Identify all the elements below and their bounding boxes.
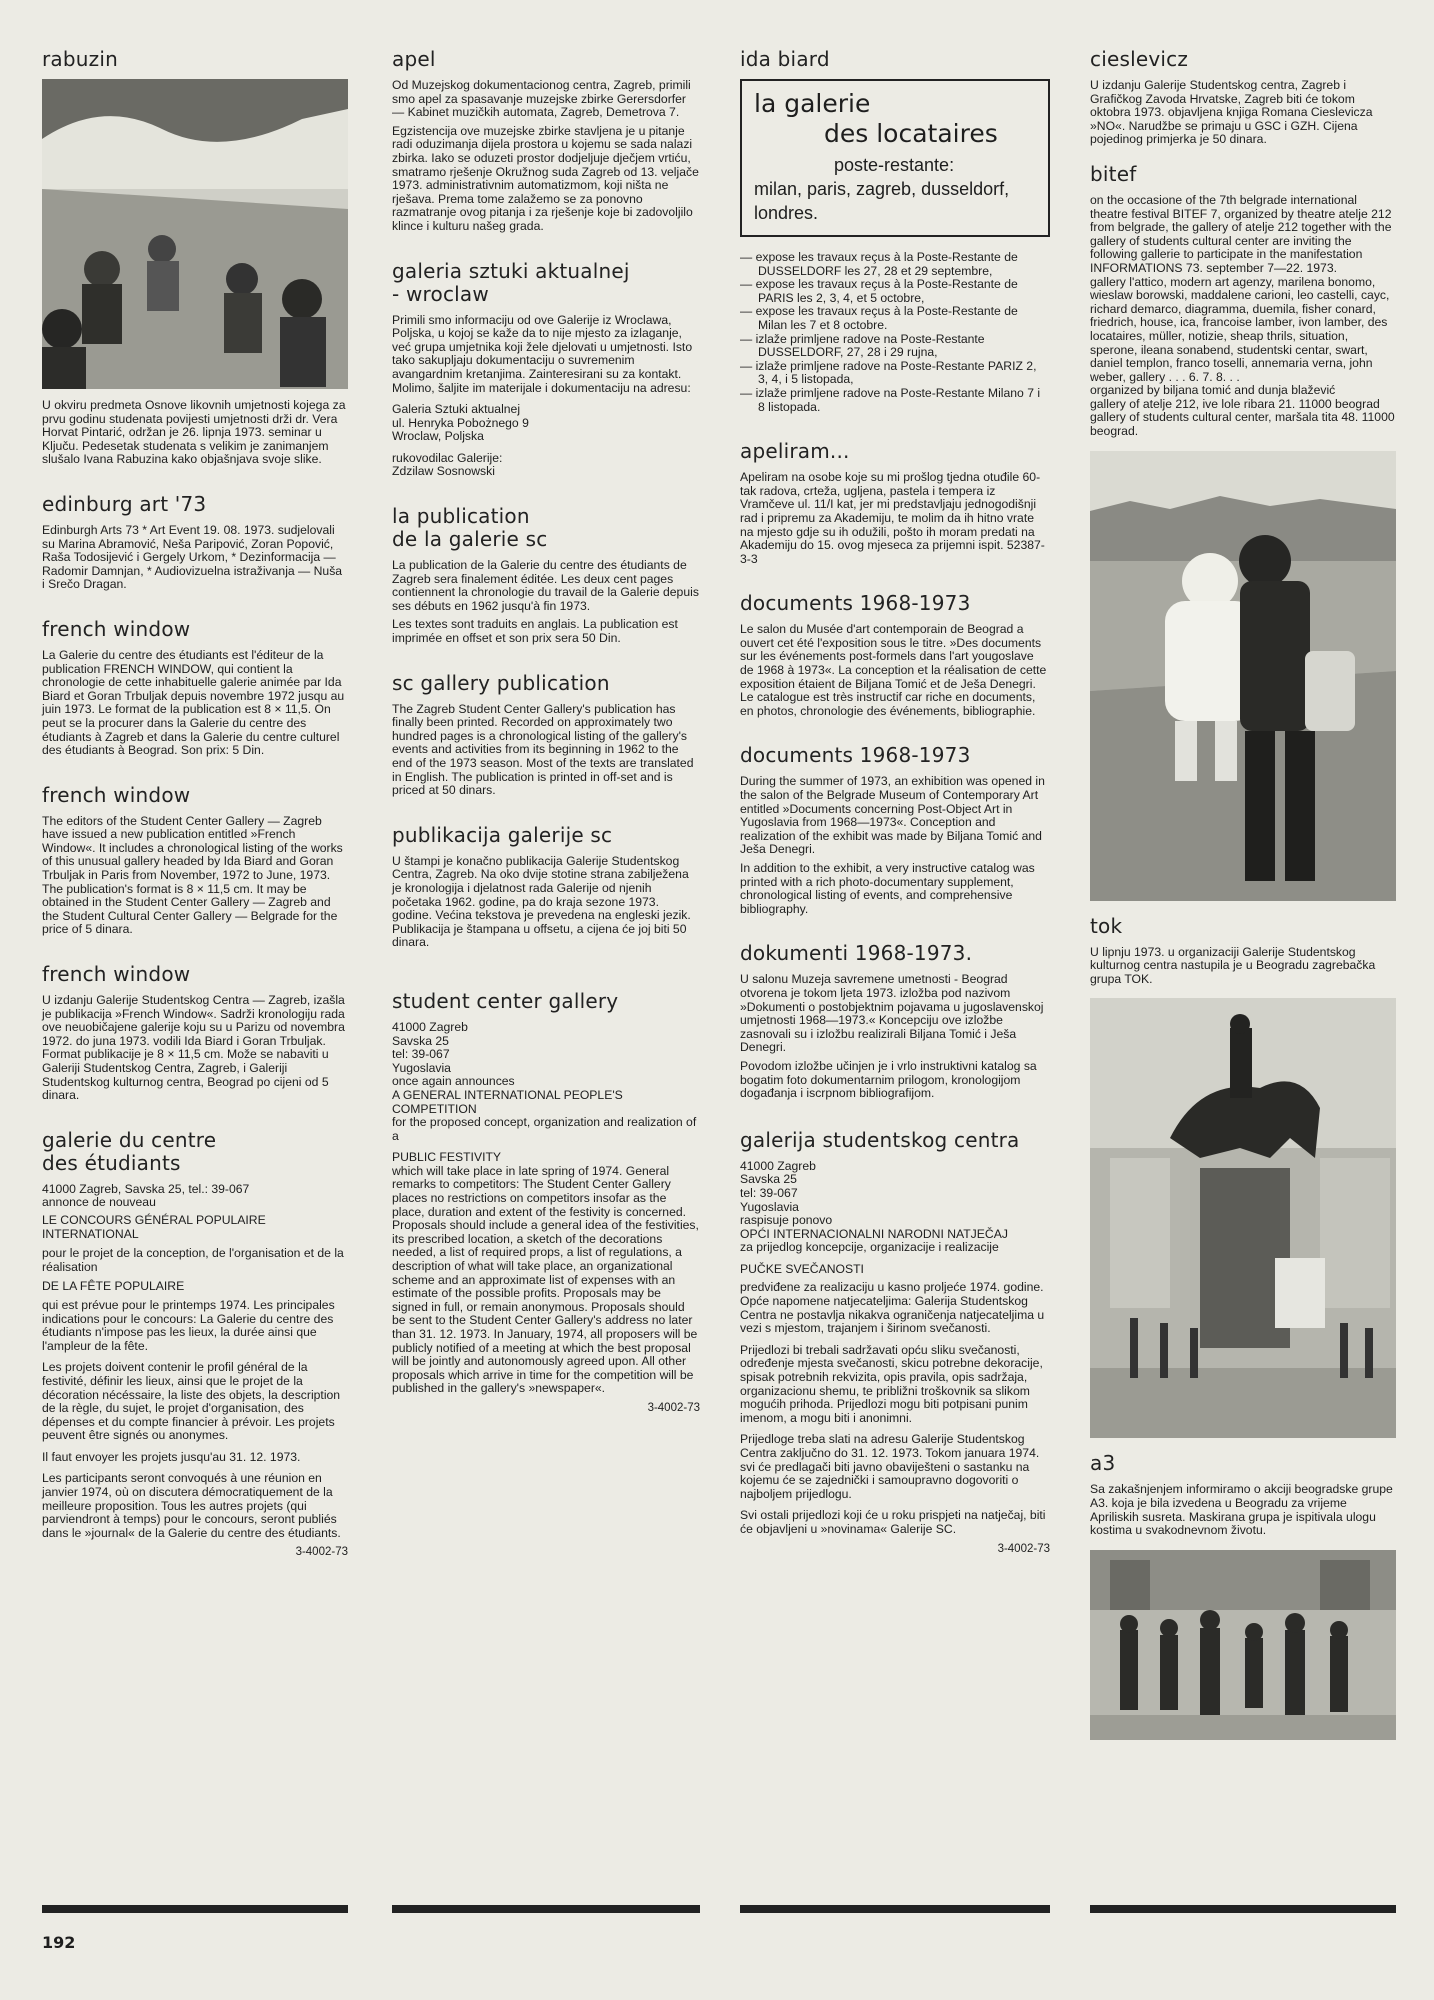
column-3 [740,48,1050,1581]
article-french-window-hr [42,963,348,1103]
paragraph: The Zagreb Student Center Gallery's publication has finally been printed. Recorded on approximately two hundred pages is a chronological listing of the gallery's events and activities from its beginning in 1962 to the end of the 1973 season. Most of the texts are translated in English. The publication is printed in off-set and is priced at 50 dinars. [392,701,694,798]
article-title: galerija studentskog centra [740,1127,1020,1152]
paragraph: Le salon du Musée d'art contemporain de Beograd a ouvert cet été l'exposition sous le titre. »Des documents sur les événements post-formels dans l'art yougoslave de 1968 à 1973«. La conception et la réalisation de cette exposition étaient de Biljana Tomić et de Ješa Denegri. Le catalogue est très instructif car riche en documents, en photos, chronologie des événements, bibliographie. [740,622,1047,718]
box-line: poste-restante: [834,155,955,175]
paragraph: on the occasione of the 7th belgrade international theatre festival BITEF 7, organized by theatre atelje 212 from belgrade, the gallery of atelje 212 together with the gallery of students cultural center are inviting the following gallerie to participate in the manifestation INFORMATIONS 73. september 7—22. 1973. [1090,192,1392,275]
paragraph: organized by biljana tomić and dunja blažević [1090,383,1336,398]
article-title: french window [42,782,191,807]
address-line: tel: 39-067 [392,1047,450,1062]
title-line-2: des étudiants [42,1150,181,1175]
paragraph: U lipnju 1973. u organizaciji Galerije Studentskog kulturnog centra nastupila je u Beogradu zagrebačka grupa TOK. [1090,944,1376,986]
article-galeria-sztuki [392,260,700,480]
paragraph: raspisuje ponovo [740,1213,833,1228]
article-title: french window [42,616,191,641]
article-title [392,505,700,551]
paragraph: Apeliram na osobe koje su mi prošlog tjedna otuđile 60-tak radova, crteža, ugljena, pastela i tempera iz Vramčeve ul. 11/I kat, jer mi predstavljaju jednogodišnji rad i pripremu za Akademiju, te molim da ih hitno vrate na mjesto gdje su ih odužili, pošto ih moram predati na Akademiju do 15. ovog mjeseca za prijemni ispit. 52387-3-3 [740,470,1045,566]
article-french-window-en [42,784,348,937]
paragraph: U salonu Muzeja savremene umetnosti - Beograd otvorena je tokom ljeta 1973. izložba pod nazivom »Dokumenti o postobjektnim pojavama u jugoslavenskoj umjetnosti 1968—1973.« Koncepciju ove izložbe zasnovali su i izložbu realizirali Biljana Tomić i Ješa Denegri. [740,972,1044,1055]
photo-masked-group-street-icon [1090,1550,1396,1740]
article-title: french window [42,962,191,987]
article-title [392,260,700,306]
address-line: Galeria Sztuki aktualnej [392,402,521,417]
address: 41000 Zagreb, Savska 25, tel.: 39-067 [42,1181,250,1196]
ad-code: 3-4002-73 [997,1542,1050,1555]
address-line: Wroclaw, Poljska [392,429,484,444]
list-item: — expose les travaux reçus à la Poste-Restante de Milan les 7 et 8 octobre. [740,304,1018,332]
paragraph: which will take place in late spring of 1974. General remarks to competitors: The Student Center Gallery places no restrictions on competitors insofar as the place, duration and extent of the festivity is concerned. Proposals should include a general idea of the festivities, its prescribed location, a sketch of the decorations needed, a list of required props, a list of regulations, a description of what will take place, an organizational scheme and an approximate list of expenses with an estimate of the possible profits. Proposals may be signed in full, or remain anonymous. Proposals should be sent to the Student Center Gallery's address no later than 31. 12. 1973. In January, 1974, all proposers will be publicly notified of a meeting at which the best proposal will be jointly and autonomously agreed upon. All other proposals which arrive in time for the competition will be published in the gallery's »newspaper«. [392,1163,699,1396]
article-galerie-du-centre [42,1129,348,1559]
paragraph: Les participants seront convoqués à une réunion en janvier 1974, où on discutera démocratiquement de la meilleure proposition. Tous les autres projets (qui parviendront à temps) pour le concours, seront publiés dans le »journal« de la Galerie du centre des étudiants. [42,1471,341,1540]
article-title: student center gallery [392,988,619,1013]
article-publikacija [392,824,700,950]
address-line: tel: 39-067 [740,1185,798,1200]
paragraph: PUBLIC FESTIVITY [392,1150,502,1165]
article-text: U okviru predmeta Osnove likovnih umjetnosti kojega za prvu godinu studenata povijesti umjetnosti drži dr. Vera Horvat Pintarić, održan je 26. lipnja 1973. seminar u Ključu. Pedesetak studenata s velikim je zanimanjem slušalo Ivana Rabuzina kako objašnjava svoje slike. [42,398,346,467]
box-line: la galerie [754,89,871,118]
photo-students-on-hillside-icon [42,79,348,389]
paragraph: once again announces [392,1074,515,1089]
footer-rule [42,1905,348,1913]
article-documents-fr [740,592,1050,718]
article-apeliram [740,440,1050,566]
paragraph: Les projets doivent contenir le profil général de la festivité, définir les lieux, ainsi que le projet de la décoration nécéssaire, la liste des objets, la description de la règle, du sujet, le projet d'organisation, des dépenses et du compte financier à prévoir. Les projets peuvent être signés ou anonymes. [42,1360,341,1443]
article-bitef [1090,163,1396,901]
paragraph: qui est prévue pour le printemps 1974. Les principales indications pour le concours: La Galerie du centre des étudiants n'impose pas les lieux, la durée ainsi que l'ampleur de la fête. [42,1297,335,1353]
paragraph: U štampi je konačno publikacija Galerije Studentskog Centra, Zagreb. Na oko dvije stotine strana zabilježena je kronologija i djelatnost rada Galerije od njenih početaka 1962. godine, pa do kraja sezone 1973. godine. Većina tekstova je prevedena na engleski jezik. Publikacija je štampana u offsetu, a cijena će joj biti 50 dinara. [392,853,691,950]
article-apel [392,48,700,234]
article-title: edinburg art '73 [42,491,207,516]
article-dokumenti-hr [740,942,1050,1100]
paragraph: Od Muzejskog dokumentacionog centra, Zagreb, primili smo apel za spasavanje muzejske zbirke Gerersdorfer — Kabinet muzičkih automata, Zagreb, Demetrova 7. [392,78,691,120]
paragraph: gallery of atelje 212, ive lole ribara 21. 11000 beograd gallery of students cultural center, maršala tita 48. 11000 beograd. [1090,396,1395,439]
footer-rule [1090,1905,1396,1913]
paragraph: Egzistencija ove muzejske zbirke stavljena je u pitanje radi oduzimanja dijela prostora u kojemu se sada nalazi zbirka. Iako se oduzeti prostor dodjeljuje dječjem vrtiću, smatramo rješenje Okružnog suda Zagreb od 13. veljače 1973. administrativnim automatizmom, koji ništa ne rješava. Prema tome zalažemo se za ponovno razmatranje ovog pitanja i za rješenje koje bi zadovoljilo klince i kulturu našeg grada. [392,123,699,233]
column-1 [42,48,348,1584]
paragraph: Povodom izložbe učinjen je i vrlo instruktivni katalog sa bogatim foto dokumentarnim prilogom, kronologijom događanja i iscrpnom bibliografijom. [740,1058,1037,1101]
article-title: apeliram... [740,439,850,464]
article-ida-biard [740,48,1050,414]
title-line-1: galerie du centre [42,1127,217,1152]
article-edinburg [42,493,348,592]
article-title: cieslevicz [1090,47,1189,71]
article-title: publikacija galerije sc [392,822,613,847]
paragraph: DE LA FÊTE POPULAIRE [42,1279,185,1294]
title-line-1: galeria sztuki aktualnej [392,258,630,283]
article-text: U izdanju Galerije Studentskog Centra — Zagreb, izašla je publikacija »French Window«. Sadrži kronologiju rada ove neuobičajene galerije koju su u Parizu od novembra 1972. do juna 1973. vodili Ida Biard i Goran Trbuljak. Format publikacije je 8 × 11,5 cm. Može se nabaviti u Galeriji Studentskog Centra, Zagreb, i Galeriji Studentskog kulturnog centra, Beograd po cijeni od 5 dinara. [42,993,345,1103]
article-title [42,1129,348,1175]
article-rabuzin [42,48,348,467]
article-title: ida biard [740,47,830,71]
article-a3 [1090,1452,1396,1739]
paragraph: Svi ostali prijedlozi koji će u roku prispjeti na natječaj, biti će objavljeni u »novinama« Galerije SC. [740,1508,1046,1536]
address-line: ul. Henryka Pobożnego 9 [392,415,529,430]
footer-rule [392,1905,700,1913]
list-item: — izlaže primljene radove na Poste-Restante DUSSELDORF, 27, 28 i 29 rujna, [740,331,985,360]
head-label: rukovodilac Galerije: [392,450,503,465]
article-title: a3 [1090,1451,1116,1476]
article-french-window-fr [42,618,348,758]
article-title: bitef [1090,161,1137,186]
title-line-2: de la galerie sc [392,527,548,552]
paragraph: za prijedlog koncepcije, organizacije i realizacije [740,1240,999,1255]
box-line: milan, paris, zagreb, dusseldorf, londres. [754,179,1010,223]
paragraph: Primili smo informaciju od ove Galerije iz Wroclawa, Poljska, u kojoj se kaže da to nije mjesto za izlaganje, već grupa umjetnika koji žele djelovati u umjetnosti. Isto tako sakupljaju dokumentaciju o suvremenim avangardnim kretanjima. Zainteresirani su za kontakt. Molimo, šaljite im materijale i dokumentaciju na adresu: [392,312,693,395]
article-cieslevicz [1090,48,1396,147]
title-line-1: la publication [392,504,530,529]
article-la-publication [392,505,700,646]
photo-woman-kissing-child-icon [1090,451,1396,901]
article-title: sc gallery publication [392,670,610,695]
head-name: Zdzilaw Sosnowski [392,464,495,479]
article-title: dokumenti 1968-1973. [740,941,973,966]
paragraph: U izdanju Galerije Studentskog centra, Zagreb i Grafičkog Zavoda Hrvatske, Zagreb biti će tokom oktobra 1973. objavljena knjiga Romana Cieslevicza »NO«. Narudžbe se primaju u GSC i GZH. Cijena pojedinog primjerka je 50 dinara. [1090,78,1373,147]
paragraph: La publication de la Galerie du centre des étudiants de Zagreb sera finalement éditée. Les deux cent pages contiennent la chronologie du travail de la Galerie depuis ses débuts en 1962 jusqu'à fin 1973. [392,558,699,613]
article-text: The editors of the Student Center Gallery — Zagreb have issued a new publication entitled »French Window«. It includes a chronological listing of the works of this unusual gallery headed by Ida Biard and Goran Trbuljak in Paris from November, 1972 to June, 1973. The publication's format is 8 × 11,5 cm. It may be obtained in the Student Center Gallery — Zagreb and the Student Cultural Center Gallery — Belgrade for the price of 5 dinara. [42,813,343,937]
paragraph: OPĆI INTERNACIONALNI NARODNI NATJEČAJ [740,1226,1008,1241]
address-line: Savska 25 [392,1033,449,1048]
paragraph: Prijedloge treba slati na adresu Galerije Studentskog Centra zaključno do 31. 12. 1973. Tokom januara 1974. svi će predlagači biti javno obaviješteni o sastanku na kojemu će se zajednički i samoupravno dogovoriti o najboljem prijedlogu. [740,1432,1040,1501]
paragraph: LE CONCOURS GÉNÉRAL POPULAIRE INTERNATIONAL [42,1212,266,1241]
address-line: Yugoslavia [740,1199,799,1214]
address-line: 41000 Zagreb [392,1019,468,1034]
list-item: — izlaže primljene radove na Poste-Restante PARIZ 2, 3, 4, i 5 listopada, [740,358,1037,387]
title-line-2: - wroclaw [392,281,489,306]
footer-rule [740,1905,1050,1913]
paragraph: gallery l'attico, modern art agenzy, marilena bonomo, wieslaw borowski, maddalene carioni, leo castelli, cayc, richard demarco, diagramma, duemila, fisher conard, friedrich, house, ica, francoise lamber, ivon lamber, des locataires, müller, notizie, sheap thrils, situation, sperone, ileana sonabend, studentski centar, swart, daniel templon, franco toselli, annemaria verna, john weber, gallery . . . 6. 7. 8. . . [1090,274,1390,384]
paragraph: Il faut envoyer les projets jusqu'au 31. 12. 1973. [42,1449,301,1464]
article-title: documents 1968-1973 [740,743,971,768]
column-2 [392,48,700,1440]
article-documents-en [740,744,1050,916]
photo-equestrian-statue-square-icon [1090,998,1396,1438]
paragraph: PUČKE SVEČANOSTI [740,1261,864,1276]
article-text: Edinburgh Arts 73 * Art Event 19. 08. 1973. sudjelovali su Marina Abramović, Neša Paripović, Zoran Popović, Raša Todosijević i Gergely Urkom, * Dezinformacija — Radomir Damnjan, * Audiovizuelna istraživanja — Nuša i Srečo Dragan. [42,522,343,592]
list-item: — expose les travaux reçus à la Poste-Restante de DUSSELDORF les 27, 28 et 29 septembre, [740,250,1018,278]
paragraph: annonce de nouveau [42,1195,156,1210]
box-line: des locataires [824,119,998,148]
paragraph: In addition to the exhibit, a very instructive catalog was printed with a rich photo-documentary supplement, chronological listing of events, and comprehensive bibliography. [740,861,1035,916]
page-number: 192 [42,1933,76,1952]
ad-code: 3-4002-73 [295,1546,348,1559]
column-4 [1090,48,1396,1766]
ad-code: 3-4002-73 [647,1401,700,1414]
paragraph: Sa zakašnjenjem informiramo o akciji beogradske grupe A3. koja je bila izvedena u Beogradu za vrijeme Apriliskih susreta. Maskirana grupa je ispitivala ulogu kostima u svakodnevnom životu. [1090,1482,1393,1538]
list-item: — expose les travaux reçus à la Poste-Restante de PARIS les 2, 3, 4, et 5 octobre, [740,277,1018,305]
paragraph: Prijedlozi bi trebali sadržavati opću sliku svečanosti, određenje mjesta svečanosti, skicu potrebne dekoracije, spisak potrebnih rekvizita, opis pravila, opis sadržaja, organizacionu shemu, te približni troškovnik sa slikom mogućih prihoda. Prijedlozi mogu biti potpisani punim imenom, a mogu biti i anonimni. [740,1342,1043,1425]
article-title: rabuzin [42,47,118,71]
exhibition-list [740,251,1050,414]
paragraph: for the proposed concept, organization and realization of a [392,1115,697,1143]
address-line: Savska 25 [740,1172,797,1187]
article-student-center-gallery [392,990,700,1414]
address-line: 41000 Zagreb [740,1158,816,1173]
paragraph: During the summer of 1973, an exhibition was opened in the salon of the Belgrade Museum of Contemporary Art entitled »Documents concerning Post-Object Art in Yugoslavia from 1968—1973«. Conception and realization of the exhibit was made by Biljana Tomić and Ješa Denegri. [740,774,1045,857]
paragraph: Les textes sont traduits en anglais. La publication est imprimée en offset et son prix sera 50 Din. [392,617,678,646]
address-line: Yugoslavia [392,1060,451,1075]
galerie-des-locataires-box [740,79,1050,237]
article-galerija-studentskog-centra [740,1129,1050,1555]
article-sc-gallery-publication [392,672,700,798]
article-title: apel [392,47,436,71]
article-title: documents 1968-1973 [740,591,971,616]
article-title: tok [1090,913,1123,938]
paragraph: predviđene za realizaciju u kasno proljeće 1974. godine. Opće napomene natjecateljima: Galerija Studentskog Centra ne postavlja nikakva ograničenja natjecateljima u vezi s mjestom, trajanjem i širinom svečanosti. [740,1280,1045,1336]
paragraph: pour le projet de la conception, de l'organisation et de la réalisation [42,1246,344,1274]
list-item: — izlaže primljene radove na Poste-Restante Milano 7 i 8 listopada. [740,385,1041,414]
paragraph: A GENERAL INTERNATIONAL PEOPLE'S COMPETITION [392,1087,623,1116]
article-text: La Galerie du centre des étudiants est l'éditeur de la publication FRENCH WINDOW, qui contient la chronologie de cette inhabituelle galerie animée par Ida Biard et Goran Trbuljak depuis novembre 1972 jusqu au juin 1973. Le format de la publication est 8 × 11,5. On peut se la procurer dans la Galerie du centre des étudiants à Zagreb et dans la Galerie du centre culturel des étudiants à Beograd. Son prix: 5 Din. [42,647,345,758]
article-tok [1090,915,1396,1439]
